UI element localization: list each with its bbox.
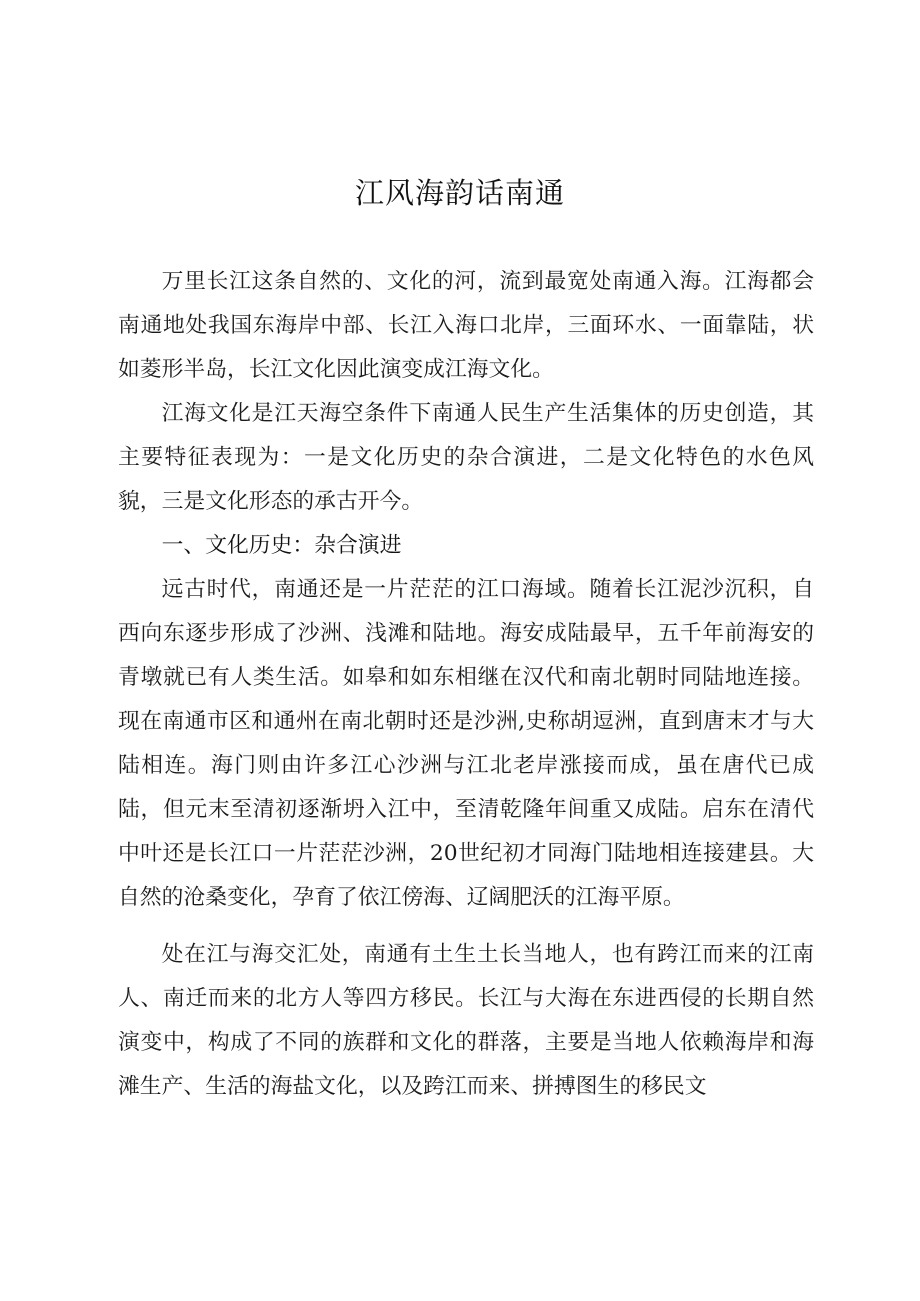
document-title: 江风海韵话南通: [354, 176, 565, 210]
intro-paragraph-1: 万里长江这条自然的、文化的河，流到最宽处南通入海。江海都会南通地处我国东海岸中部、长江入海口北岸，三面环水、一面靠陆，状如菱形半岛，长江文化因此演变成江海文化。: [118, 269, 814, 382]
intro-paragraph-2: 江海文化是江天海空条件下南通人民生产生活集体的历史创造，其主要特征表现为：一是文化历史的杂合演进，二是文化特色的水色风貌，三是文化形态的承古开今。: [118, 401, 814, 514]
section-heading: 一、文化历史：杂合演进: [161, 533, 402, 558]
document-body: [118, 260, 814, 1109]
section-paragraph-1: 远古时代，南通还是一片茫茫的江口海域。随着长江泥沙沉积，自西向东逐步形成了沙洲、浅滩和陆地。海安成陆最早，五千年前海安的青墩就已有人类生活。如皋和如东相继在汉代和南北朝时同陆地连接。现在南通市区和通州在南北朝时还是沙洲,史称胡逗洲，直到唐末才与大陆相连。海门则由许多江心沙洲与江北老岸涨接而成，虽在唐代已成陆，但元末至清初逐渐坍入江中，至清乾隆年间重又成陆。启东在清代中叶还是长江口一片茫茫沙洲，20世纪初才同海门陆地相连接建县。大自然的沧桑变化，孕育了依江傍海、辽阔肥沃的江海平原。: [118, 577, 814, 910]
section-paragraph-2: 处在江与海交汇处，南通有土生土长当地人，也有跨江而来的江南人、南迁而来的北方人等四方移民。长江与大海在东进西侵的长期自然演变中，构成了不同的族群和文化的群落，主要是当地人依赖海岸和海滩生产、生活的海盐文化，以及跨江而来、拼搏图生的移民文: [118, 942, 814, 1099]
